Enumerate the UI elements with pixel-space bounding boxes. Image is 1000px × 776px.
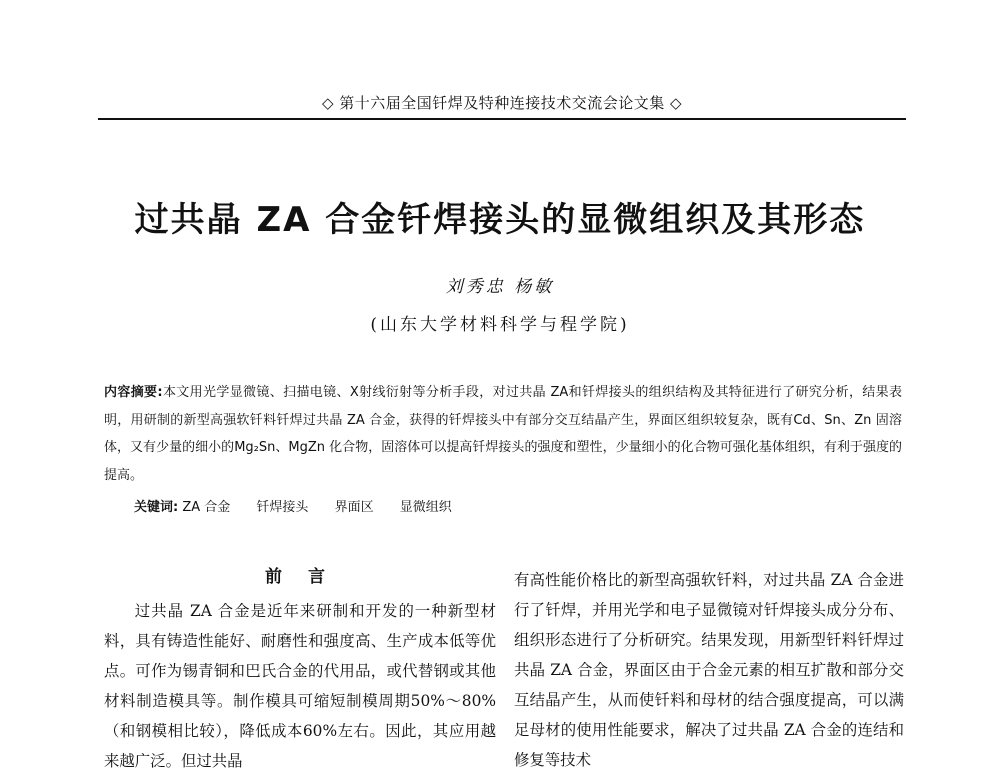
body-right-column: 有高性能价格比的新型高强软钎料，对过共晶 ZA 合金进行了钎焊，并用光学和电子显微镜对钎焊接头成分分布、组织形态进行了分析研究。结果发现，用新型钎料钎焊过共晶 ZA 合金，界面区由于合金元素的相互扩散和部分交互结晶产生，从而使钎料和母材的结合强度提高，可以满足母材的使用性能要求，解决了过共晶 ZA 合金的连结和修复等技术 xyxy=(514,571,904,769)
affiliation: (山东大学材料科学与程学院) xyxy=(370,315,630,335)
body-left-column: 过共晶 ZA 合金是近年来研制和开发的一种新型材料，具有铸造性能好、耐磨性和强度高、生产成本低等优点。可作为锡青铜和巴氏合金的代用品，或代替钢或其他材料制造模具等。制作模具可缩短制模周期50%～80%（和钢模相比较），降低成本60%左右。因此，其应用越来越广泛。但过共晶 xyxy=(104,602,496,770)
keywords xyxy=(134,496,904,520)
abstract-text: 本文用光学显微镜、扫描电镜、X射线衍射等分析手段，对过共晶 ZA和钎焊接头的组织结构及其特征进行了研究分析，结果表明，用研制的新型高强软钎料钎焊过共晶 ZA 合金，获得的钎焊接头中有部分交互结晶产生，界面区组织较复杂，既有Cd、Sn、Zn 固溶体，又有少量的细小的Mg₂Sn、MgZn 化合物，固溶体可以提高钎焊接头的强度和塑性，少量细小的化合物可强化基体组织，有利于强度的提高。 xyxy=(104,385,903,483)
abstract-label: 内容摘要: xyxy=(104,385,163,400)
running-head: ◇ 第十六届全国钎焊及特种连接技术交流会论文集 ◇ xyxy=(321,94,683,112)
abstract xyxy=(104,379,902,489)
keyword-item: 钎焊接头 xyxy=(256,500,309,515)
keyword-item: 显微组织 xyxy=(399,500,452,515)
authors: 刘秀忠 杨敏 xyxy=(445,277,555,297)
paper-title: 过共晶 ZA 合金钎焊接头的显微组织及其形态 xyxy=(134,200,866,240)
header-rule xyxy=(98,118,906,120)
keyword-item: 界面区 xyxy=(334,500,374,515)
section-heading-introduction: 前 言 xyxy=(265,567,335,587)
keyword-item: ZA 合金 xyxy=(182,500,231,515)
keywords-label: 关键词: xyxy=(134,500,179,515)
